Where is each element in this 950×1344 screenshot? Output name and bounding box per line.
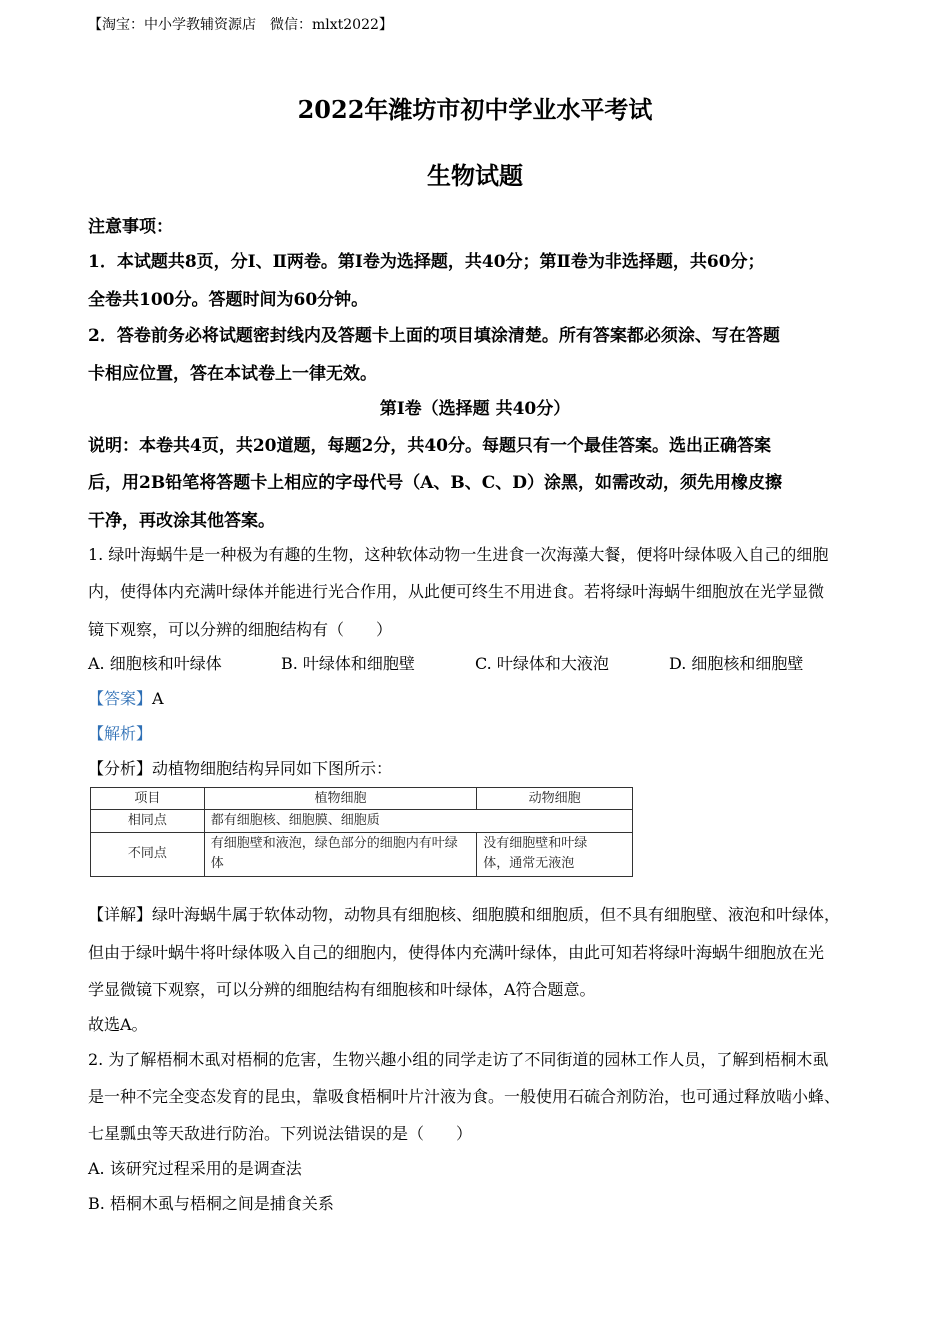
table-header: 项目 <box>91 788 205 810</box>
exam-title: 2022年潍坊市初中学业水平考试 <box>297 95 653 124</box>
fenxi-label: 【分析】 <box>88 759 153 778</box>
table-cell <box>477 832 633 877</box>
q2-stem-line: 2. 为了解梧桐木虱对梧桐的危害，生物兴趣小组的同学走访了不同街道的园林工作人员，了解到梧桐木虱 <box>88 1050 829 1069</box>
section-instruction-line: 说明：本卷共4页，共20道题，每题2分，共40分。每题只有一个最佳答案。选出正确答案 <box>88 436 771 456</box>
table-cell-line: 体 <box>210 856 224 872</box>
answer-label: 【答案】 <box>88 689 153 708</box>
q1-option-a: A. 细胞核和叶绿体 <box>88 654 222 673</box>
notes-line: 卡相应位置，答在本试卷上一律无效。 <box>88 364 377 384</box>
table-header: 动物细胞 <box>477 788 633 810</box>
table-cell: 相同点 <box>91 810 205 832</box>
table-cell-line: 没有细胞壁和叶绿 <box>483 836 588 852</box>
detail-label: 【详解】 <box>88 905 153 924</box>
table-cell: 都有细胞核、细胞膜、细胞质 <box>204 810 632 832</box>
table-cell <box>204 832 476 877</box>
q1-stem-line: 镜下观察，可以分辨的细胞结构有（ ） <box>88 620 393 639</box>
section-instruction-line: 后，用2B铅笔将答题卡上相应的字母代号（A、B、C、D）涂黑，如需改动，须先用橡皮擦 <box>88 473 783 493</box>
q1-option-b: B. 叶绿体和细胞壁 <box>281 654 415 673</box>
q1-fenxi <box>88 756 392 779</box>
cell-comparison-table <box>90 787 633 877</box>
notes-line: 2．答卷前务必将试题密封线内及答题卡上面的项目填涂清楚。所有答案都必须涂、写在答题 <box>88 326 780 346</box>
table-cell-line: 有细胞壁和液泡，绿色部分的细胞内有叶绿 <box>210 836 458 852</box>
q1-detail-line: 但由于绿叶蜗牛将叶绿体吸入自己的细胞内，使得体内充满叶绿体，由此可知若将绿叶海蜗牛细胞放在光 <box>88 943 825 962</box>
q2-option-a: A. 该研究过程采用的是调查法 <box>88 1159 302 1178</box>
q2-stem-line: 是一种不完全变态发育的昆虫，靠吸食梧桐叶片汁液为食。一般使用石硫合剂防治，也可通过释放啮小蜂、 <box>88 1087 841 1106</box>
notes-line: 1．本试题共8页，分Ⅰ、Ⅱ两卷。第Ⅰ卷为选择题，共40分；第Ⅱ卷为非选择题，共60分； <box>88 252 765 272</box>
section-title: 第Ⅰ卷（选择题 共40分） <box>379 399 571 419</box>
table-cell: 不同点 <box>91 832 205 877</box>
table-header-row <box>91 788 633 810</box>
header-note: 【淘宝：中小学教辅资源店 微信：mlxt2022】 <box>88 17 393 33</box>
table-cell-line: 体，通常无液泡 <box>483 856 575 872</box>
q1-answer <box>88 686 164 709</box>
answer-value: A <box>152 689 164 708</box>
table-row <box>91 810 633 832</box>
q1-stem-line: 1. 绿叶海蜗牛是一种极为有趣的生物，这种软体动物一生进食一次海藻大餐，便将叶绿体吸入自己的细胞 <box>88 545 829 564</box>
notes-heading: 注意事项： <box>88 217 173 237</box>
section-instruction-line: 干净，再改涂其他答案。 <box>88 511 275 531</box>
q1-detail-line: 学显微镜下观察，可以分辨的细胞结构有细胞核和叶绿体，A符合题意。 <box>88 980 596 999</box>
subject-title: 生物试题 <box>427 161 523 190</box>
q1-option-c: C. 叶绿体和大液泡 <box>475 654 609 673</box>
q1-option-d: D. 细胞核和细胞壁 <box>669 654 804 673</box>
q2-option-b: B. 梧桐木虱与梧桐之间是捕食关系 <box>88 1194 334 1213</box>
table-row <box>91 832 633 877</box>
q1-stem-line: 内，使得体内充满叶绿体并能进行光合作用，从此便可终生不用进食。若将绿叶海蜗牛细胞放在光学显微 <box>88 582 825 601</box>
notes-line: 全卷共100分。答题时间为60分钟。 <box>88 290 369 310</box>
detail-text: 绿叶海蜗牛属于软体动物，动物具有细胞核、细胞膜和细胞质，但不具有细胞壁、液泡和叶绿体， <box>152 905 841 924</box>
q2-stem-line: 七星瓢虫等天敌进行防治。下列说法错误的是（ ） <box>88 1124 473 1143</box>
fenxi-text: 动植物细胞结构异同如下图所示： <box>152 759 393 778</box>
table-header: 植物细胞 <box>204 788 476 810</box>
q1-conclusion: 故选A。 <box>88 1015 148 1034</box>
q1-detail-line <box>88 902 840 925</box>
analysis-label: 【解析】 <box>88 724 153 743</box>
